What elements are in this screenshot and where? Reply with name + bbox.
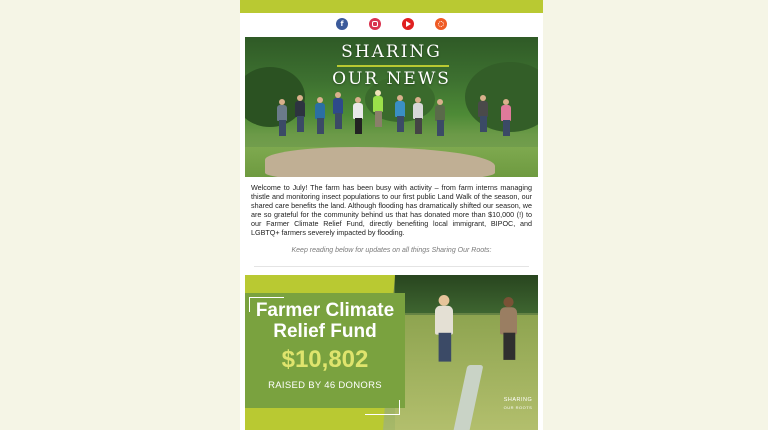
social-links [240, 18, 543, 32]
youtube-icon[interactable] [402, 18, 414, 30]
facebook-icon[interactable]: f [336, 18, 348, 30]
tree-line [395, 275, 538, 313]
top-accent-bar [240, 0, 543, 13]
keep-reading-text: Keep reading below for updates on all things Sharing Our Roots: [291, 247, 492, 254]
hero-title-line1: SHARING [341, 42, 442, 62]
divider [254, 266, 529, 267]
fund-title: Farmer Climate Relief Fund [255, 300, 395, 342]
logo-line2: OUR ROOTS [503, 405, 533, 410]
donors-count: RAISED BY 46 DONORS [268, 380, 382, 391]
instagram-icon[interactable] [369, 18, 381, 30]
logo-line1: SHARING [503, 397, 533, 403]
rss-icon[interactable] [435, 18, 447, 30]
sharing-our-roots-logo [501, 397, 535, 411]
hero-title-rule [337, 65, 449, 67]
intro-paragraph: Welcome to July! The farm has been busy with activity – from farm interns managing thistle and monitoring insect populations to our first public Land Walk of the season, our shared care benefits the land. Although flooding has dramatically shifted our season, we are so grateful for the community behind us that has donated more than $10,000 (!) to our Farmer Climate Relief Fund, directly benefiting local immigrant, BIPOC, and LGBTQ+ farmers severely impacted by flooding. [251, 183, 532, 237]
fund-amount: $10,802 [281, 346, 369, 373]
hero-title-line2: OUR NEWS [332, 69, 451, 89]
hero-image [245, 37, 538, 177]
relief-fund-banner[interactable] [245, 275, 538, 430]
email-body [240, 0, 543, 430]
corner-bracket [365, 400, 400, 415]
